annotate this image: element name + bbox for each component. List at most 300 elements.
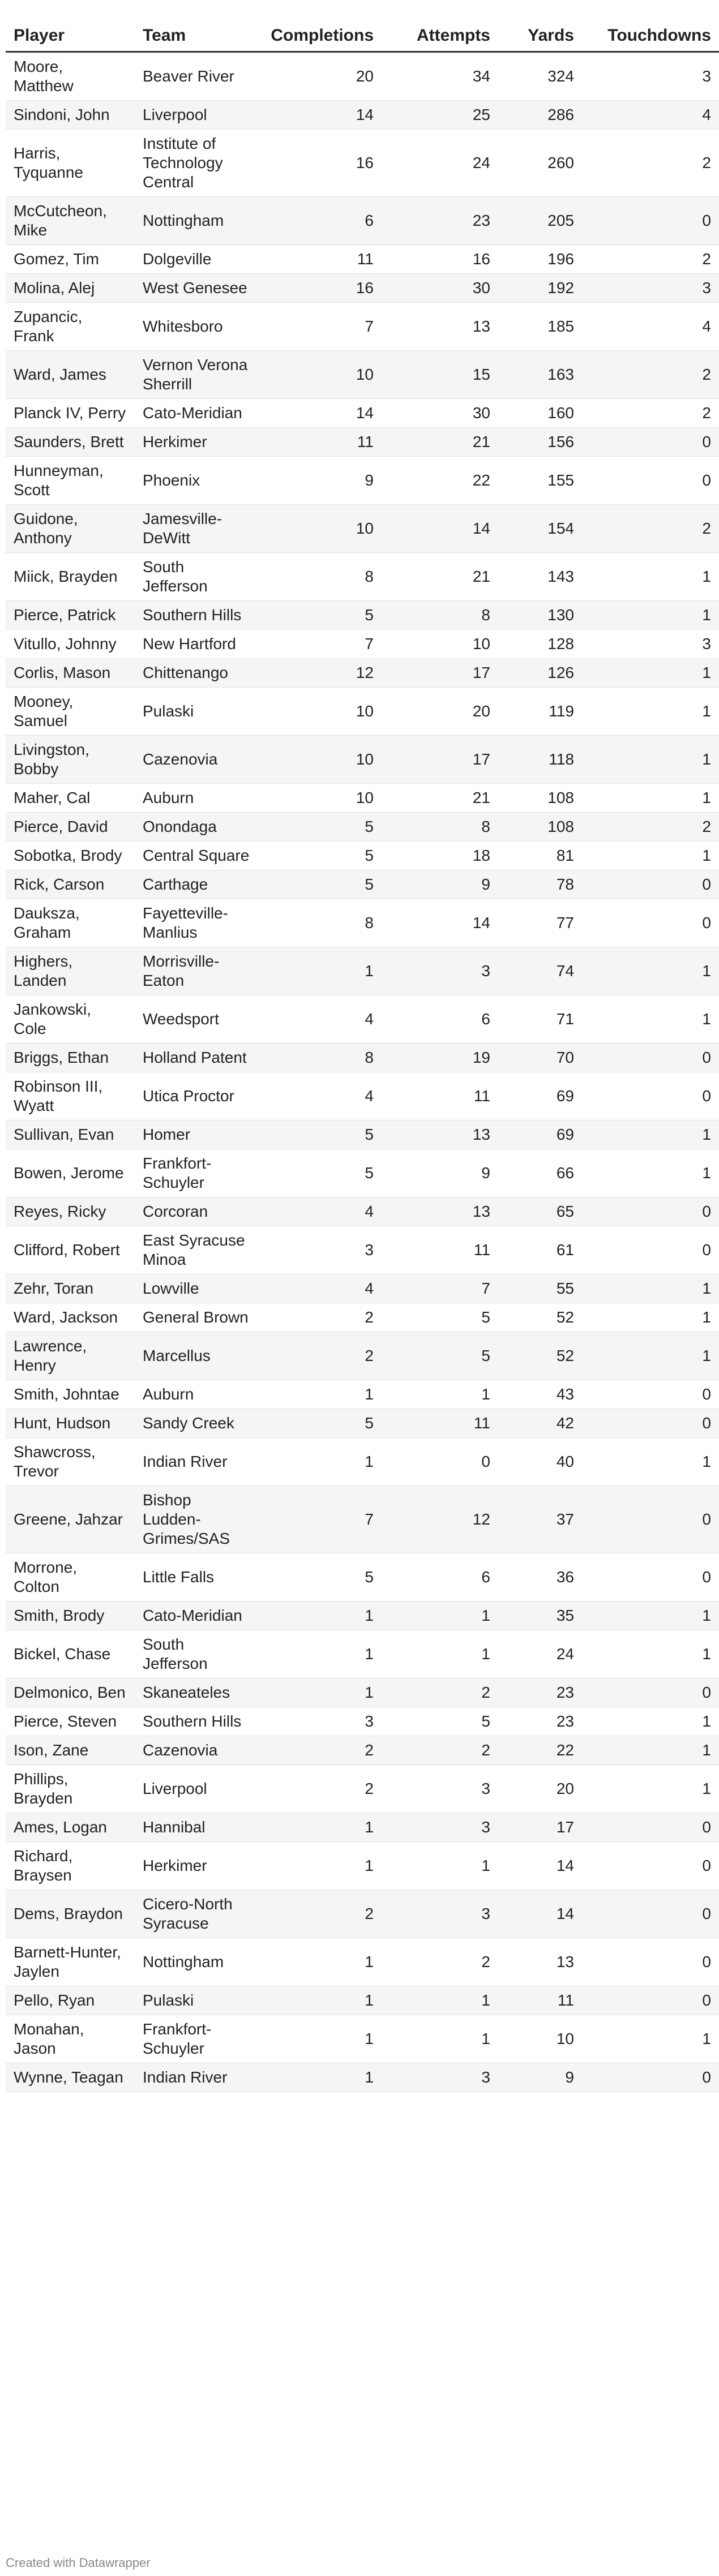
cell-attempts: 17 xyxy=(382,736,498,784)
cell-yards: 40 xyxy=(498,1438,582,1486)
cell-team: East Syracuse Minoa xyxy=(135,1226,259,1274)
cell-team: Frankfort-Schuyler xyxy=(135,2015,259,2063)
cell-touchdowns: 0 xyxy=(582,1197,719,1226)
cell-attempts: 2 xyxy=(382,1678,498,1707)
cell-completions: 1 xyxy=(259,947,382,995)
cell-yards: 128 xyxy=(498,630,582,659)
cell-player: Maher, Cal xyxy=(6,784,135,813)
cell-attempts: 15 xyxy=(382,351,498,399)
cell-attempts: 21 xyxy=(382,553,498,601)
cell-attempts: 1 xyxy=(382,1602,498,1630)
cell-completions: 1 xyxy=(259,2063,382,2092)
cell-completions: 1 xyxy=(259,1630,382,1678)
cell-completions: 10 xyxy=(259,351,382,399)
cell-player: Zehr, Toran xyxy=(6,1274,135,1303)
cell-completions: 14 xyxy=(259,399,382,428)
cell-touchdowns: 0 xyxy=(582,1842,719,1890)
column-header-attempts[interactable]: Attempts xyxy=(382,16,498,52)
cell-touchdowns: 0 xyxy=(582,2063,719,2092)
cell-touchdowns: 1 xyxy=(582,601,719,630)
cell-yards: 52 xyxy=(498,1332,582,1380)
cell-yards: 20 xyxy=(498,1765,582,1813)
cell-completions: 1 xyxy=(259,2015,382,2063)
cell-yards: 143 xyxy=(498,553,582,601)
cell-yards: 196 xyxy=(498,245,582,274)
cell-completions: 1 xyxy=(259,1438,382,1486)
cell-team: Liverpool xyxy=(135,101,259,130)
cell-player: Saunders, Brett xyxy=(6,428,135,457)
table-row xyxy=(6,399,719,428)
table-row xyxy=(6,130,719,197)
cell-touchdowns: 2 xyxy=(582,130,719,197)
cell-attempts: 30 xyxy=(382,399,498,428)
table-row xyxy=(6,995,719,1044)
cell-yards: 108 xyxy=(498,813,582,842)
table-row xyxy=(6,303,719,351)
cell-yards: 205 xyxy=(498,197,582,245)
cell-attempts: 19 xyxy=(382,1044,498,1072)
cell-player: Corlis, Mason xyxy=(6,659,135,688)
cell-touchdowns: 1 xyxy=(582,1765,719,1813)
table-row xyxy=(6,1380,719,1409)
cell-player: Harris, Tyquanne xyxy=(6,130,135,197)
cell-completions: 4 xyxy=(259,1197,382,1226)
cell-yards: 37 xyxy=(498,1486,582,1553)
cell-team: Nottingham xyxy=(135,197,259,245)
cell-attempts: 5 xyxy=(382,1332,498,1380)
cell-touchdowns: 1 xyxy=(582,1332,719,1380)
cell-yards: 108 xyxy=(498,784,582,813)
cell-touchdowns: 0 xyxy=(582,428,719,457)
cell-player: Guidone, Anthony xyxy=(6,505,135,553)
cell-touchdowns: 1 xyxy=(582,1303,719,1332)
cell-completions: 1 xyxy=(259,1678,382,1707)
cell-completions: 4 xyxy=(259,1072,382,1120)
cell-yards: 71 xyxy=(498,995,582,1044)
table-row xyxy=(6,1553,719,1602)
table-row xyxy=(6,1486,719,1553)
cell-completions: 8 xyxy=(259,1044,382,1072)
cell-player: Pierce, David xyxy=(6,813,135,842)
cell-attempts: 34 xyxy=(382,52,498,101)
cell-attempts: 8 xyxy=(382,813,498,842)
cell-attempts: 30 xyxy=(382,274,498,303)
cell-touchdowns: 0 xyxy=(582,899,719,947)
cell-touchdowns: 0 xyxy=(582,1678,719,1707)
cell-player: Pierce, Steven xyxy=(6,1707,135,1736)
cell-player: Shawcross, Trevor xyxy=(6,1438,135,1486)
cell-completions: 6 xyxy=(259,197,382,245)
cell-attempts: 7 xyxy=(382,1274,498,1303)
cell-attempts: 9 xyxy=(382,870,498,899)
cell-yards: 61 xyxy=(498,1226,582,1274)
cell-attempts: 24 xyxy=(382,130,498,197)
cell-team: Pulaski xyxy=(135,1986,259,2015)
cell-attempts: 22 xyxy=(382,457,498,505)
cell-completions: 5 xyxy=(259,870,382,899)
cell-player: Miick, Brayden xyxy=(6,553,135,601)
table-row xyxy=(6,197,719,245)
cell-team: South Jefferson xyxy=(135,1630,259,1678)
cell-team: Southern Hills xyxy=(135,601,259,630)
cell-touchdowns: 1 xyxy=(582,688,719,736)
cell-team: Auburn xyxy=(135,784,259,813)
cell-player: Livingston, Bobby xyxy=(6,736,135,784)
cell-team: Onondaga xyxy=(135,813,259,842)
cell-player: Clifford, Robert xyxy=(6,1226,135,1274)
cell-player: Pello, Ryan xyxy=(6,1986,135,2015)
cell-touchdowns: 0 xyxy=(582,1409,719,1438)
cell-player: Smith, Johntae xyxy=(6,1380,135,1409)
cell-player: Ward, Jackson xyxy=(6,1303,135,1332)
cell-yards: 13 xyxy=(498,1938,582,1986)
cell-yards: 155 xyxy=(498,457,582,505)
cell-player: Hunneyman, Scott xyxy=(6,457,135,505)
table-row xyxy=(6,245,719,274)
column-header-player[interactable]: Player xyxy=(6,16,135,52)
cell-completions: 8 xyxy=(259,899,382,947)
cell-player: Dauksza, Graham xyxy=(6,899,135,947)
cell-player: Sobotka, Brody xyxy=(6,842,135,870)
cell-touchdowns: 1 xyxy=(582,947,719,995)
cell-team: General Brown xyxy=(135,1303,259,1332)
cell-completions: 1 xyxy=(259,1842,382,1890)
table-row xyxy=(6,1842,719,1890)
cell-yards: 43 xyxy=(498,1380,582,1409)
cell-team: Auburn xyxy=(135,1380,259,1409)
cell-touchdowns: 1 xyxy=(582,995,719,1044)
cell-yards: 9 xyxy=(498,2063,582,2092)
cell-team: Bishop Ludden-Grimes/SAS xyxy=(135,1486,259,1553)
cell-yards: 66 xyxy=(498,1149,582,1197)
cell-team: Dolgeville xyxy=(135,245,259,274)
table-row xyxy=(6,784,719,813)
cell-team: Utica Proctor xyxy=(135,1072,259,1120)
cell-completions: 5 xyxy=(259,1120,382,1149)
cell-touchdowns: 0 xyxy=(582,1072,719,1120)
cell-team: Institute of Technology Central xyxy=(135,130,259,197)
cell-yards: 119 xyxy=(498,688,582,736)
table-row xyxy=(6,1072,719,1120)
table-row xyxy=(6,274,719,303)
cell-completions: 1 xyxy=(259,1986,382,2015)
table-row xyxy=(6,1938,719,1986)
cell-player: Sullivan, Evan xyxy=(6,1120,135,1149)
table-row xyxy=(6,101,719,130)
cell-player: Highers, Landen xyxy=(6,947,135,995)
cell-attempts: 1 xyxy=(382,1986,498,2015)
cell-player: Gomez, Tim xyxy=(6,245,135,274)
cell-attempts: 16 xyxy=(382,245,498,274)
table-row xyxy=(6,2015,719,2063)
header-row xyxy=(6,16,719,52)
cell-attempts: 20 xyxy=(382,688,498,736)
cell-team: Cato-Meridian xyxy=(135,1602,259,1630)
cell-team: Fayetteville-Manlius xyxy=(135,899,259,947)
table-row xyxy=(6,553,719,601)
cell-completions: 12 xyxy=(259,659,382,688)
cell-yards: 70 xyxy=(498,1044,582,1072)
cell-attempts: 3 xyxy=(382,1890,498,1938)
cell-player: Ward, James xyxy=(6,351,135,399)
cell-attempts: 1 xyxy=(382,1630,498,1678)
cell-player: Smith, Brody xyxy=(6,1602,135,1630)
cell-touchdowns: 0 xyxy=(582,1890,719,1938)
cell-completions: 11 xyxy=(259,245,382,274)
cell-attempts: 11 xyxy=(382,1072,498,1120)
cell-completions: 7 xyxy=(259,630,382,659)
cell-attempts: 2 xyxy=(382,1938,498,1986)
cell-attempts: 11 xyxy=(382,1409,498,1438)
cell-team: Pulaski xyxy=(135,688,259,736)
cell-touchdowns: 0 xyxy=(582,1553,719,1602)
passing-stats-table xyxy=(6,16,719,2092)
table-body xyxy=(6,52,719,2092)
cell-team: Weedsport xyxy=(135,995,259,1044)
cell-yards: 163 xyxy=(498,351,582,399)
table-row xyxy=(6,351,719,399)
cell-completions: 16 xyxy=(259,274,382,303)
cell-attempts: 21 xyxy=(382,428,498,457)
table-row xyxy=(6,601,719,630)
table-row xyxy=(6,630,719,659)
cell-touchdowns: 2 xyxy=(582,399,719,428)
cell-yards: 130 xyxy=(498,601,582,630)
cell-completions: 20 xyxy=(259,52,382,101)
cell-touchdowns: 0 xyxy=(582,1226,719,1274)
cell-touchdowns: 0 xyxy=(582,1938,719,1986)
cell-player: Robinson III, Wyatt xyxy=(6,1072,135,1120)
cell-yards: 35 xyxy=(498,1602,582,1630)
cell-yards: 10 xyxy=(498,2015,582,2063)
cell-team: New Hartford xyxy=(135,630,259,659)
cell-player: Barnett-Hunter, Jaylen xyxy=(6,1938,135,1986)
cell-yards: 14 xyxy=(498,1890,582,1938)
cell-touchdowns: 1 xyxy=(582,1120,719,1149)
cell-touchdowns: 1 xyxy=(582,553,719,601)
cell-player: Dems, Braydon xyxy=(6,1890,135,1938)
cell-completions: 14 xyxy=(259,101,382,130)
table-row xyxy=(6,1120,719,1149)
cell-player: Moore, Matthew xyxy=(6,52,135,101)
cell-attempts: 6 xyxy=(382,995,498,1044)
cell-touchdowns: 0 xyxy=(582,197,719,245)
cell-attempts: 3 xyxy=(382,2063,498,2092)
cell-team: Sandy Creek xyxy=(135,1409,259,1438)
table-row xyxy=(6,428,719,457)
table-row xyxy=(6,1044,719,1072)
cell-completions: 5 xyxy=(259,601,382,630)
cell-attempts: 1 xyxy=(382,1380,498,1409)
table-row xyxy=(6,736,719,784)
cell-touchdowns: 3 xyxy=(582,52,719,101)
cell-touchdowns: 1 xyxy=(582,1736,719,1765)
cell-player: Ames, Logan xyxy=(6,1813,135,1842)
cell-completions: 1 xyxy=(259,1380,382,1409)
cell-team: Marcellus xyxy=(135,1332,259,1380)
cell-attempts: 11 xyxy=(382,1226,498,1274)
cell-completions: 7 xyxy=(259,303,382,351)
cell-completions: 1 xyxy=(259,1938,382,1986)
cell-attempts: 13 xyxy=(382,1197,498,1226)
cell-yards: 14 xyxy=(498,1842,582,1890)
table-row xyxy=(6,1678,719,1707)
cell-touchdowns: 1 xyxy=(582,1149,719,1197)
table-row xyxy=(6,899,719,947)
table-row xyxy=(6,870,719,899)
cell-team: Cazenovia xyxy=(135,1736,259,1765)
cell-completions: 16 xyxy=(259,130,382,197)
cell-touchdowns: 2 xyxy=(582,245,719,274)
column-header-touchdowns[interactable]: Touchdowns xyxy=(582,16,719,52)
cell-yards: 192 xyxy=(498,274,582,303)
cell-yards: 77 xyxy=(498,899,582,947)
cell-player: Briggs, Ethan xyxy=(6,1044,135,1072)
cell-team: Holland Patent xyxy=(135,1044,259,1072)
cell-completions: 2 xyxy=(259,1890,382,1938)
cell-touchdowns: 2 xyxy=(582,813,719,842)
table-row xyxy=(6,457,719,505)
cell-yards: 52 xyxy=(498,1303,582,1332)
cell-completions: 4 xyxy=(259,995,382,1044)
cell-completions: 10 xyxy=(259,736,382,784)
cell-completions: 5 xyxy=(259,1553,382,1602)
column-header-yards[interactable]: Yards xyxy=(498,16,582,52)
cell-touchdowns: 3 xyxy=(582,274,719,303)
cell-yards: 160 xyxy=(498,399,582,428)
cell-player: Sindoni, John xyxy=(6,101,135,130)
cell-completions: 5 xyxy=(259,813,382,842)
cell-yards: 74 xyxy=(498,947,582,995)
cell-touchdowns: 0 xyxy=(582,870,719,899)
cell-team: South Jefferson xyxy=(135,553,259,601)
cell-yards: 36 xyxy=(498,1553,582,1602)
cell-touchdowns: 1 xyxy=(582,736,719,784)
cell-player: Molina, Alej xyxy=(6,274,135,303)
cell-player: Phillips, Brayden xyxy=(6,1765,135,1813)
cell-team: Cazenovia xyxy=(135,736,259,784)
cell-attempts: 13 xyxy=(382,1120,498,1149)
cell-player: Planck IV, Perry xyxy=(6,399,135,428)
table-row xyxy=(6,1630,719,1678)
cell-completions: 10 xyxy=(259,784,382,813)
cell-team: Central Square xyxy=(135,842,259,870)
cell-team: Chittenango xyxy=(135,659,259,688)
cell-attempts: 6 xyxy=(382,1553,498,1602)
cell-touchdowns: 1 xyxy=(582,1630,719,1678)
cell-team: Frankfort-Schuyler xyxy=(135,1149,259,1197)
cell-yards: 126 xyxy=(498,659,582,688)
cell-touchdowns: 1 xyxy=(582,2015,719,2063)
cell-team: Phoenix xyxy=(135,457,259,505)
cell-player: Jankowski, Cole xyxy=(6,995,135,1044)
cell-team: Jamesville-DeWitt xyxy=(135,505,259,553)
cell-yards: 17 xyxy=(498,1813,582,1842)
cell-touchdowns: 1 xyxy=(582,842,719,870)
table-row xyxy=(6,1986,719,2015)
cell-yards: 69 xyxy=(498,1072,582,1120)
cell-touchdowns: 0 xyxy=(582,457,719,505)
cell-attempts: 3 xyxy=(382,947,498,995)
cell-player: Bowen, Jerome xyxy=(6,1149,135,1197)
cell-attempts: 23 xyxy=(382,197,498,245)
cell-player: Delmonico, Ben xyxy=(6,1678,135,1707)
cell-attempts: 14 xyxy=(382,899,498,947)
cell-team: Corcoran xyxy=(135,1197,259,1226)
column-header-completions[interactable]: Completions xyxy=(259,16,382,52)
cell-yards: 154 xyxy=(498,505,582,553)
table-row xyxy=(6,688,719,736)
cell-player: Mooney, Samuel xyxy=(6,688,135,736)
cell-team: Hannibal xyxy=(135,1813,259,1842)
table-row xyxy=(6,1149,719,1197)
table-row xyxy=(6,1409,719,1438)
cell-touchdowns: 1 xyxy=(582,1438,719,1486)
cell-touchdowns: 4 xyxy=(582,101,719,130)
cell-touchdowns: 2 xyxy=(582,351,719,399)
cell-team: Skaneateles xyxy=(135,1678,259,1707)
cell-yards: 65 xyxy=(498,1197,582,1226)
cell-attempts: 9 xyxy=(382,1149,498,1197)
table-row xyxy=(6,947,719,995)
column-header-team[interactable]: Team xyxy=(135,16,259,52)
cell-team: Little Falls xyxy=(135,1553,259,1602)
cell-attempts: 10 xyxy=(382,630,498,659)
cell-team: Indian River xyxy=(135,2063,259,2092)
cell-yards: 11 xyxy=(498,1986,582,2015)
cell-player: Richard, Braysen xyxy=(6,1842,135,1890)
cell-player: Morrone, Colton xyxy=(6,1553,135,1602)
cell-touchdowns: 3 xyxy=(582,630,719,659)
cell-yards: 118 xyxy=(498,736,582,784)
cell-completions: 2 xyxy=(259,1303,382,1332)
cell-yards: 55 xyxy=(498,1274,582,1303)
cell-completions: 3 xyxy=(259,1226,382,1274)
datawrapper-credit: Created with Datawrapper xyxy=(6,2556,151,2570)
table-row xyxy=(6,1197,719,1226)
cell-completions: 4 xyxy=(259,1274,382,1303)
cell-yards: 81 xyxy=(498,842,582,870)
cell-team: Herkimer xyxy=(135,428,259,457)
cell-player: Ison, Zane xyxy=(6,1736,135,1765)
cell-yards: 78 xyxy=(498,870,582,899)
cell-player: Greene, Jahzar xyxy=(6,1486,135,1553)
cell-player: Monahan, Jason xyxy=(6,2015,135,2063)
cell-team: Vernon Verona Sherrill xyxy=(135,351,259,399)
cell-yards: 260 xyxy=(498,130,582,197)
cell-completions: 2 xyxy=(259,1765,382,1813)
table-row xyxy=(6,1707,719,1736)
cell-touchdowns: 0 xyxy=(582,1986,719,2015)
cell-yards: 286 xyxy=(498,101,582,130)
cell-attempts: 25 xyxy=(382,101,498,130)
cell-attempts: 12 xyxy=(382,1486,498,1553)
cell-yards: 24 xyxy=(498,1630,582,1678)
cell-completions: 1 xyxy=(259,1602,382,1630)
cell-attempts: 18 xyxy=(382,842,498,870)
cell-yards: 23 xyxy=(498,1707,582,1736)
cell-attempts: 13 xyxy=(382,303,498,351)
cell-player: Wynne, Teagan xyxy=(6,2063,135,2092)
cell-touchdowns: 0 xyxy=(582,1380,719,1409)
cell-touchdowns: 1 xyxy=(582,1274,719,1303)
table-row xyxy=(6,1274,719,1303)
cell-yards: 23 xyxy=(498,1678,582,1707)
table-row xyxy=(6,659,719,688)
cell-touchdowns: 0 xyxy=(582,1044,719,1072)
table-row xyxy=(6,1226,719,1274)
cell-team: Herkimer xyxy=(135,1842,259,1890)
